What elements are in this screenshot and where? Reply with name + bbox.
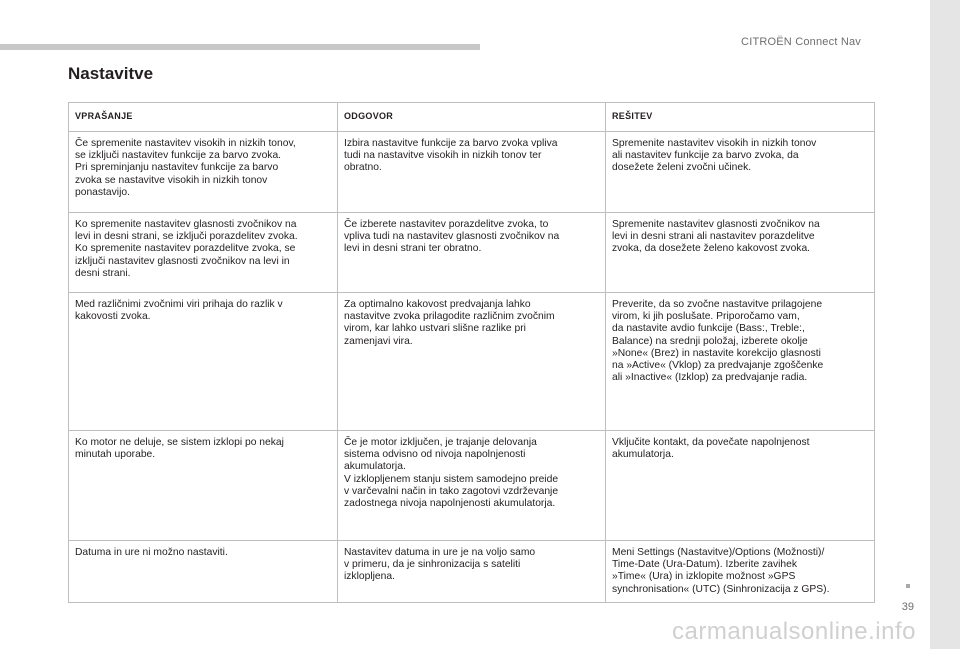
answer-cell: Za optimalno kakovost predvajanja lahko nastavitve zvoka prilagodite različnim zvočnim virom, kar lahko ustvari slišne razlike pri zamenjavi vira. (338, 293, 606, 431)
question-cell: Med različnimi zvočnimi viri prihaja do razlik v kakovosti zvoka. (69, 293, 338, 431)
page-edge-strip (930, 0, 960, 649)
solution-cell: Spremenite nastavitev visokih in nizkih tonov ali nastavitev funkcije za barvo zvoka, da dosežete želeni zvočni učinek. (606, 132, 875, 213)
answer-cell: Nastavitev datuma in ure je na voljo samo v primeru, da je sinhronizacija s sateliti izklopljena. (338, 541, 606, 603)
header-rule (0, 44, 480, 50)
answer-cell: Če je motor izključen, je trajanje delovanja sistema odvisno od nivoja napolnjenosti akumulatorja. V izklopljenem stanju sistem samodejno preide v varčevalni način in tako zagotovi vzdrževanje zadostnega nivoja napolnjenosti akumulatorja. (338, 431, 606, 541)
table-row (69, 132, 875, 213)
solution-cell: Spremenite nastavitev glasnosti zvočnikov na levi in desni strani ali nastavitev porazdelitve zvoka, da dosežete želeno kakovost zvoka. (606, 213, 875, 293)
question-cell: Datuma in ure ni možno nastaviti. (69, 541, 338, 603)
header-brand: CITROËN Connect Nav (741, 36, 861, 48)
answer-cell: Če izberete nastavitev porazdelitve zvoka, to vpliva tudi na nastavitev glasnosti zvočnikov na levi in desni strani ter obratno. (338, 213, 606, 293)
solution-cell: Meni Settings (Nastavitve)/Options (Možnosti)/ Time-Date (Ura-Datum). Izberite zavihek »Time« (Ura) in izklopite možnost »GPS synchronisation« (UTC) (Sinhronizacija z GPS). (606, 541, 875, 603)
table-row (69, 431, 875, 541)
question-cell: Ko motor ne deluje, se sistem izklopi po nekaj minutah uporabe. (69, 431, 338, 541)
table-row (69, 213, 875, 293)
solution-cell: Vključite kontakt, da povečate napolnjenost akumulatorja. (606, 431, 875, 541)
watermark-text: carmanualsonline.info (672, 618, 916, 645)
page-title: Nastavitve (68, 64, 154, 83)
column-header-answer: ODGOVOR (338, 103, 606, 132)
answer-cell: Izbira nastavitve funkcije za barvo zvoka vpliva tudi na nastavitve visokih in nizkih tonov ter obratno. (338, 132, 606, 213)
column-header-solution: REŠITEV (606, 103, 875, 132)
column-header-question: VPRAŠANJE (69, 103, 338, 132)
page-marker-dot (906, 584, 910, 588)
faq-table (68, 102, 875, 603)
question-cell: Če spremenite nastavitev visokih in nizkih tonov, se izključi nastavitev funkcije za barvo zvoka. Pri spreminjanju nastavitev funkcije za barvo zvoka se nastavitve visokih in nizkih tonov ponastavijo. (69, 132, 338, 213)
page-number: 39 (901, 601, 914, 613)
table-row (69, 293, 875, 431)
table-row (69, 541, 875, 603)
table-header-row (69, 103, 875, 132)
solution-cell: Preverite, da so zvočne nastavitve prilagojene virom, ki jih poslušate. Priporočamo vam, da nastavite avdio funkcije (Bass:, Treble:, Balance) na srednji položaj, izberete okolje »None« (Brez) in nastavite korekcijo glasnosti na »Active« (Vklop) za predvajanje zgoščenke ali »Inactive« (Izklop) za predvajanje radia. (606, 293, 875, 431)
question-cell: Ko spremenite nastavitev glasnosti zvočnikov na levi in desni strani, se izključi porazdelitev zvoka. Ko spremenite nastavitev porazdelitve zvoka, se izključi nastavitev glasnosti zvočnikov na levi in desni strani. (69, 213, 338, 293)
